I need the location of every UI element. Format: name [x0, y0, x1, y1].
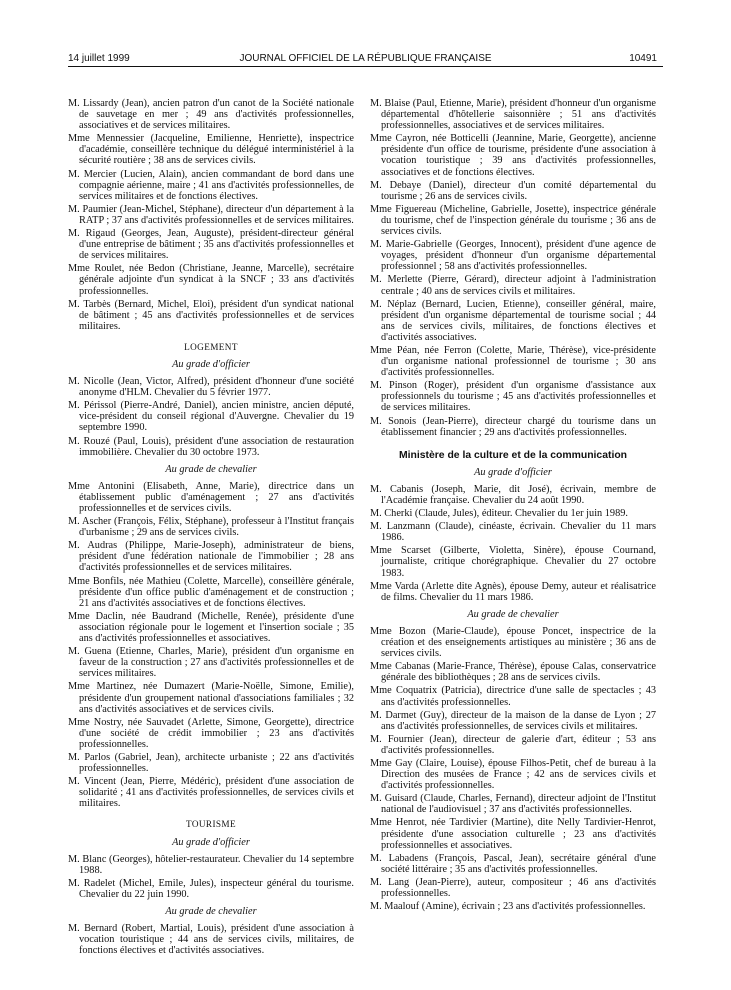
decoration-entry: Mme Daclin, née Baudrand (Michelle, Renée), présidente d'une association régionale pour le logement et l'insertion sociale ; 35 ans d'activités professionnelles et associatives.: [68, 610, 354, 645]
decoration-entry: Mme Mennessier (Jacqueline, Emilienne, Henriette), inspectrice d'académie, conseillère technique du délégué interministériel à la sécurité routière ; 38 ans de services civils.: [68, 133, 354, 167]
left-column: [68, 98, 354, 958]
decoration-entry: M. Périssol (Pierre-André, Daniel), ancien ministre, ancien député, vice-président du conseil régional d'Auvergne. Chevalier du 19 septembre 1990.: [68, 400, 354, 434]
decoration-entry: M. Ascher (François, Félix, Stéphane), professeur à l'Institut français d'urbanisme ; 29 ans de services civils.: [68, 516, 354, 539]
decoration-entry: Mme Péan, née Ferron (Colette, Marie, Thérèse), vice-présidente d'un organisme national professionnel de tourisme ; 30 ans d'activités professionnelles.: [370, 344, 656, 379]
decoration-entry: M. Debaye (Daniel), directeur d'un comité départemental du tourisme ; 26 ans de services civils.: [370, 179, 656, 202]
header-rule: [68, 66, 663, 67]
decoration-entry: M. Cherki (Claude, Jules), éditeur. Chevalier du 1er juin 1989.: [370, 508, 628, 520]
decoration-entry: Mme Nostry, née Sauvadet (Arlette, Simone, Georgette), directrice d'une société de crédit immobilier ; 23 ans d'activités professionnelles.: [68, 716, 354, 750]
decoration-entry: Mme Cabanas (Marie-France, Thérèse), épouse Calas, conservatrice générale des bibliothèques ; 28 ans de services civils.: [370, 661, 656, 684]
decoration-entry: M. Nicolle (Jean, Victor, Alfred), président d'honneur d'une société anonyme d'HLM. Chevalier du 5 février 1977.: [68, 376, 354, 399]
decoration-entry: M. Rouzé (Paul, Louis), président d'une association de restauration immobilière. Chevalier du 30 octobre 1973.: [68, 435, 354, 458]
decoration-entry: Mme Scarset (Gilberte, Violetta, Sinère), épouse Cournand, journaliste, critique chorégraphique. Chevalier du 27 octobre 1983.: [370, 545, 656, 579]
decoration-entry: Mme Henrot, née Tardivier (Martine), dite Nelly Tardivier-Henrot, présidente d'une association culturelle ; 23 ans d'activités professionnelles et associatives.: [370, 817, 656, 851]
decoration-entry: M. Bernard (Robert, Martial, Louis), président d'une association à vocation touristique ; 44 ans de services civils, militaires, de fonctions électives et d'activités associatives.: [68, 923, 354, 957]
grade-heading: Au grade de chevalier: [165, 463, 257, 475]
decoration-entry: M. Pinson (Roger), président d'un organisme d'assistance aux professionnels du tourisme ; 45 ans d'activités professionnelles et de services militaires.: [370, 380, 656, 414]
decoration-entry: M. Sonois (Jean-Pierre), directeur chargé du tourisme dans un établissement financier ; 29 ans d'activités professionnelles.: [370, 415, 656, 438]
grade-heading: Au grade d'officier: [172, 358, 250, 370]
decoration-entry: M. Blanc (Georges), hôtelier-restaurateur. Chevalier du 14 septembre 1988.: [68, 853, 354, 876]
decoration-entry: M. Guena (Etienne, Charles, Marie), président d'un organisme en faveur de la construction ; 27 ans d'activités professionnelles et de services militaires.: [68, 646, 354, 680]
decoration-entry: M. Cabanis (Joseph, Marie, dit José), écrivain, membre de l'Académie française. Chevalier du 24 août 1990.: [370, 483, 656, 506]
decoration-entry: M. Audras (Philippe, Marie-Joseph), administrateur de biens, président d'une fédération nationale de l'immobilier ; 28 ans d'activités professionnelles et de services militaires.: [68, 540, 354, 574]
decoration-entry: M. Darmet (Guy), directeur de la maison de la danse de Lyon ; 27 ans d'activités professionnelles, de services civils et militaires.: [370, 709, 656, 732]
grade-heading: Au grade de chevalier: [165, 906, 257, 917]
grade-heading: Au grade d'officier: [474, 466, 552, 478]
decoration-entry: M. Vincent (Jean, Pierre, Médéric), président d'une association de solidarité ; 41 ans d'activités professionnelles, de services civils et militaires.: [68, 776, 354, 810]
decoration-entry: M. Parlos (Gabriel, Jean), architecte urbaniste ; 22 ans d'activités professionnelles.: [68, 751, 354, 775]
header-page-number: 10491: [629, 53, 657, 64]
decoration-entry: Mme Bozon (Marie-Claude), épouse Poncet, inspectrice de la création et des enseignements artistiques au ministère ; 36 ans de services civils.: [370, 625, 656, 660]
ministry-heading: Ministère de la culture et de la communication: [398, 449, 628, 461]
decoration-entry: Mme Coquatrix (Patricia), directrice d'une salle de spectacles ; 43 ans d'activités professionnelles.: [370, 685, 656, 708]
decoration-entry: M. Lanzmann (Claude), cinéaste, écrivain. Chevalier du 11 mars 1986.: [370, 521, 656, 544]
decoration-entry: M. Néplaz (Bernard, Lucien, Etienne), conseiller général, maire, président d'un organisme départemental de tourisme social ; 44 ans de services civils, militaires, de fonctions électives et d'activités associatives.: [370, 298, 656, 343]
decoration-entry: Mme Gay (Claire, Louise), épouse Filhos-Petit, chef de bureau à la Direction des musées de France ; 42 ans de services civils et d'activités professionnelles.: [370, 757, 656, 792]
header-title: JOURNAL OFFICIEL DE LA RÉPUBLIQUE FRANÇAISE: [239, 53, 492, 64]
decoration-entry: M. Maalouf (Amine), écrivain ; 23 ans d'activités professionnelles.: [370, 901, 646, 913]
decoration-entry: Mme Martinez, née Dumazert (Marie-Noëlle, Simone, Emilie), présidente d'un groupement national d'associations familiales ; 32 ans d'activités associatives et de services civils.: [68, 681, 354, 715]
decoration-entry: M. Merlette (Pierre, Gérard), directeur adjoint à l'administration centrale ; 40 ans de services civils et militaires.: [370, 274, 656, 297]
right-column: [370, 98, 656, 914]
decoration-entry: Mme Roulet, née Bedon (Christiane, Jeanne, Marcelle), secrétaire générale adjointe d'un syndicat à la SNCF ; 33 ans d'activités professionnelles.: [68, 263, 354, 297]
decoration-entry: M. Paumier (Jean-Michel, Stéphane), directeur d'un département à la RATP ; 37 ans d'activités professionnelles et de services militaires.: [68, 203, 354, 226]
section-heading: LOGEMENT: [184, 341, 238, 352]
decoration-entry: Mme Figuereau (Micheline, Gabrielle, Josette), inspectrice générale du tourisme, chef de l'inspection générale du tourisme ; 36 ans de services civils.: [370, 203, 656, 238]
decoration-entry: Mme Antonini (Elisabeth, Anne, Marie), directrice dans un établissement public d'aménagement ; 27 ans d'activités professionnelles et de services civils.: [68, 480, 354, 514]
decoration-entry: M. Lissardy (Jean), ancien patron d'un canot de la Société nationale de sauvetage en mer ; 49 ans d'activités professionnelles, associatives et de services militaires.: [68, 98, 354, 132]
decoration-entry: M. Labadens (François, Pascal, Jean), secrétaire général d'une société littéraire ; 35 ans d'activités professionnelles.: [370, 852, 656, 875]
header-date: 14 juillet 1999: [68, 53, 130, 64]
grade-heading: Au grade de chevalier: [467, 608, 559, 620]
decoration-entry: Mme Bonfils, née Mathieu (Colette, Marcelle), conseillère générale, présidente d'un office public d'aménagement et de construction ; 21 ans d'activités associatives et de fonctions électives.: [68, 575, 354, 609]
section-heading: TOURISME: [186, 819, 236, 830]
decoration-entry: M. Blaise (Paul, Etienne, Marie), président d'honneur d'un organisme départemental d'hôtellerie saisonnière ; 51 ans d'activités professionnelles, associatives et de services militaires.: [370, 98, 656, 132]
decoration-entry: M. Mercier (Lucien, Alain), ancien commandant de bord dans une compagnie aérienne, maire ; 41 ans d'activités professionnelles, de services militaires et de fonctions électives.: [68, 168, 354, 202]
decoration-entry: M. Rigaud (Georges, Jean, Auguste), président-directeur général d'une entreprise de bâtiment ; 35 ans d'activités professionnelles et de services militaires.: [68, 228, 354, 262]
decoration-entry: M. Guisard (Claude, Charles, Fernand), directeur adjoint de l'Institut national de l'audiovisuel ; 37 ans d'activités professionnelles.: [370, 793, 656, 816]
decoration-entry: M. Tarbès (Bernard, Michel, Eloi), président d'un syndicat national de bâtiment ; 45 ans d'activités professionnelles et de services militaires.: [68, 298, 354, 332]
decoration-entry: M. Fournier (Jean), directeur de galerie d'art, éditeur ; 53 ans d'activités professionnelles.: [370, 733, 656, 756]
decoration-entry: Mme Cayron, née Botticelli (Jeannine, Marie, Georgette), ancienne présidente d'un office de tourisme, présidente d'une association à vocation touristique ; 39 ans d'activités professionnelles, associatives et de fonctions électives.: [370, 133, 656, 178]
decoration-entry: Mme Varda (Arlette dite Agnès), épouse Demy, auteur et réalisatrice de films. Chevalier du 11 mars 1986.: [370, 580, 656, 603]
grade-heading: Au grade d'officier: [172, 836, 250, 848]
decoration-entry: M. Lang (Jean-Pierre), auteur, compositeur ; 46 ans d'activités professionnelles.: [370, 876, 656, 899]
decoration-entry: M. Radelet (Michel, Emile, Jules), inspecteur général du tourisme. Chevalier du 22 juin 1990.: [68, 877, 354, 900]
decoration-entry: M. Marie-Gabrielle (Georges, Innocent), président d'une agence de voyages, président d'honneur d'un organisme départemental professionnel ; 58 ans d'activités professionnelles.: [370, 239, 656, 273]
